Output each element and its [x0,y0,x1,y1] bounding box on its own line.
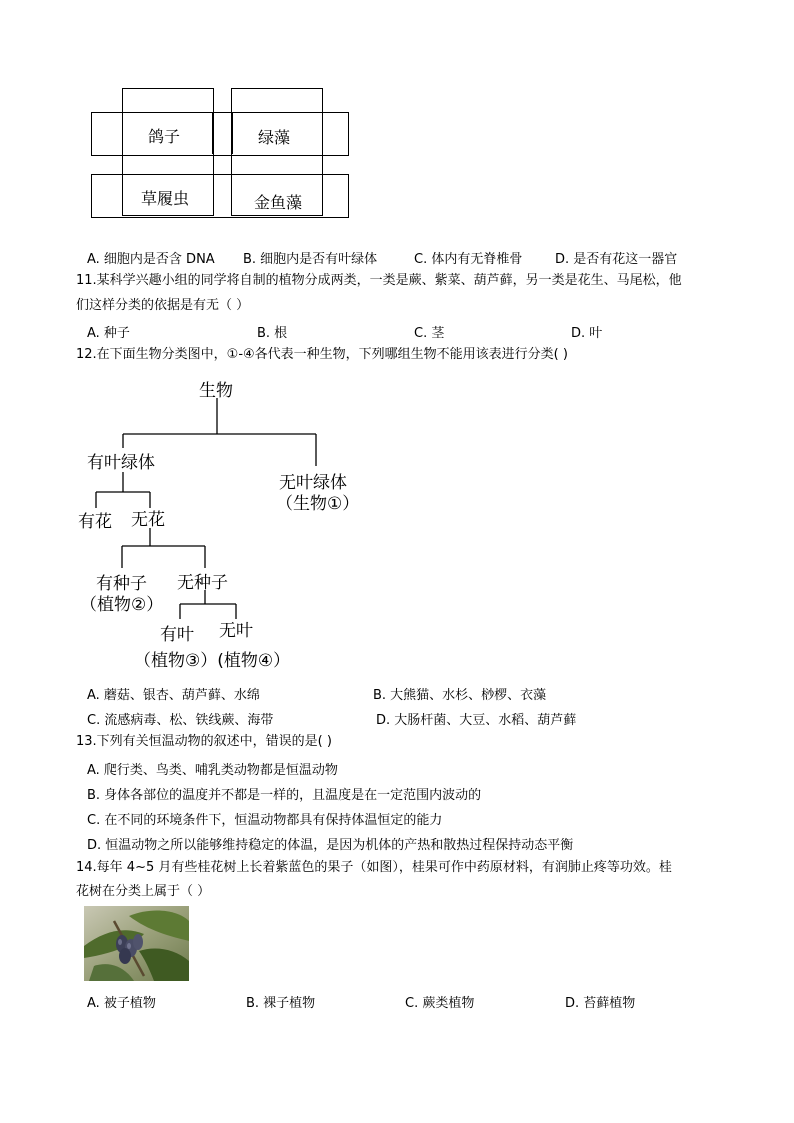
option-b: B. 大熊猫、水杉、桫椤、衣藻 [373,688,547,703]
option-a: A. 种子 [87,326,130,341]
question-12-stem: 12.在下面生物分类图中，①-④各代表一种生物，下列哪组生物不能用该表进行分类( ) [76,347,568,362]
box-label: 草履虫 [141,189,190,208]
box-frame [91,174,349,218]
question-14-line2: 花树在分类上属于（ ） [76,884,211,899]
option-a: A. 细胞内是否含 DNA [87,252,215,267]
option-a: A. 蘑菇、银杏、葫芦藓、水绵 [87,688,260,703]
question-14-line1: 14.每年 4~5 月有些桂花树上长着紫蓝色的果子（如图），桂果可作中药原材料，有润肺止疼等功效。桂 [76,860,672,875]
tree-node-plant34: （植物③）(植物④） [134,651,291,671]
tree-node-organism1: （生物①） [276,494,360,514]
box-label: 绿藻 [258,128,291,147]
tree-node-has-leaf: 有叶 [160,625,194,645]
tree-node-has-seed: 有种子 [96,574,147,594]
box-divider [212,112,233,154]
question-13-stem: 13.下列有关恒温动物的叙述中，错误的是( ) [76,734,332,749]
option-a: A. 爬行类、鸟类、哺乳类动物都是恒温动物 [87,763,338,778]
option-d: D. 是否有花这一器官 [555,252,678,267]
option-b: B. 裸子植物 [246,996,316,1011]
tree-node-no-chlorophyll: 无叶绿体 [279,473,347,493]
box-label: 金鱼藻 [254,193,303,212]
tree-node-no-leaf: 无叶 [219,621,253,641]
tree-node-has-flower: 有花 [78,512,112,532]
option-b: B. 身体各部位的温度并不都是一样的，且温度是在一定范围内波动的 [87,788,482,803]
option-c: C. 流感病毒、松、铁线蕨、海带 [87,713,274,728]
osmanthus-fruit-photo [84,906,189,981]
question-11-line1: 11.某科学兴趣小组的同学将自制的植物分成两类，一类是蕨、紫菜、葫芦藓，另一类是花生、马尾松，他 [76,273,682,288]
option-c: C. 茎 [414,326,445,341]
option-c: C. 蕨类植物 [405,996,475,1011]
tree-node-no-flower: 无花 [131,510,165,530]
option-a: A. 被子植物 [87,996,156,1011]
option-d: D. 大肠杆菌、大豆、水稻、葫芦藓 [376,713,577,728]
option-b: B. 根 [257,326,288,341]
option-d: D. 叶 [571,326,603,341]
tree-node-no-seed: 无种子 [177,573,228,593]
box-label: 鸽子 [148,127,181,146]
tree-node-root: 生物 [199,381,233,401]
option-b: B. 细胞内是否有叶绿体 [243,252,378,267]
option-d: D. 苔藓植物 [565,996,636,1011]
question-11-line2: 们这样分类的依据是有无（ ） [76,298,250,313]
tree-node-plant2: （植物②） [80,595,164,615]
tree-node-has-chlorophyll: 有叶绿体 [87,453,155,473]
option-c: C. 在不同的环境条件下，恒温动物都具有保持体温恒定的能力 [87,813,443,828]
option-d: D. 恒温动物之所以能够维持稳定的体温，是因为机体的产热和散热过程保持动态平衡 [87,838,574,853]
option-c: C. 体内有无脊椎骨 [414,252,523,267]
